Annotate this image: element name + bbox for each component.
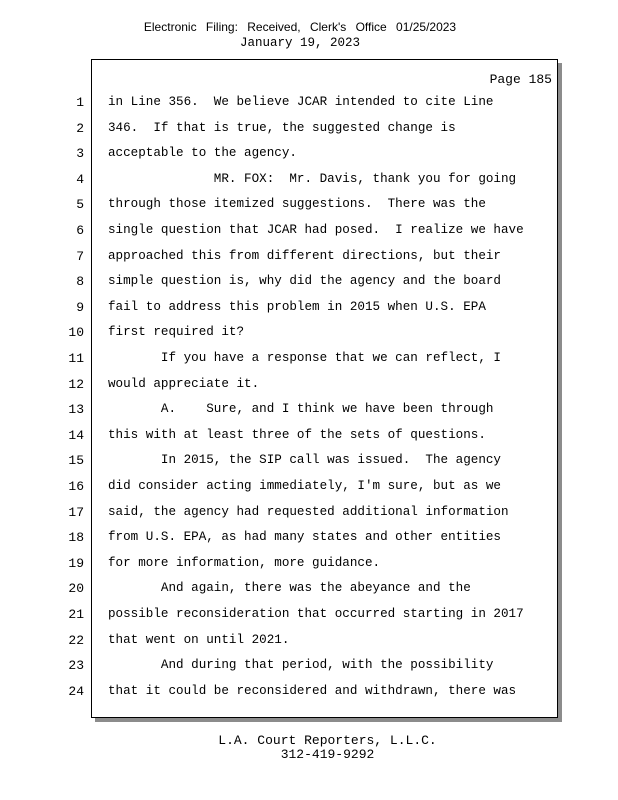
line-number: 14	[68, 427, 84, 443]
line-number: 5	[76, 197, 84, 213]
line-number: 2	[76, 120, 84, 136]
transcript-line: A. Sure, and I think we have been through	[108, 402, 494, 417]
line-number: 7	[76, 248, 84, 264]
transcript-line: through those itemized suggestions. There was the	[108, 197, 486, 212]
line-number: 17	[68, 504, 84, 520]
transcript-line: for more information, more guidance.	[108, 555, 381, 570]
transcript-line: did consider acting immediately, I'm sure, but as we	[108, 479, 501, 493]
transcript-line: fail to address this problem in 2015 when U.S. EPA	[108, 299, 486, 314]
transcript-line: acceptable to the agency.	[108, 146, 297, 161]
transcript-line: that went on until 2021.	[108, 632, 290, 647]
transcript-line: first required it?	[108, 325, 245, 340]
transcript-line: In 2015, the SIP call was issued. The agency	[108, 453, 501, 468]
line-number: 4	[76, 171, 84, 187]
line-number: 13	[68, 402, 84, 418]
line-number: 23	[68, 658, 84, 674]
filing-stamp: Electronic Filing: Received, Clerk's Office 01/25/2023	[143, 20, 457, 34]
transcript-line: from U.S. EPA, as had many states and other entities	[108, 530, 501, 545]
transcript-line: in Line 356. We believe JCAR intended to cite Line	[108, 95, 494, 109]
transcript-line: MR. FOX: Mr. Davis, thank you for going	[108, 171, 517, 186]
transcript-line: And during that period, with the possibility	[108, 658, 494, 673]
line-number: 8	[76, 274, 84, 290]
transcript-line: that it could be reconsidered and withdrawn, there was	[108, 683, 517, 698]
line-number: 15	[68, 453, 84, 469]
page-number: Page 185	[489, 72, 552, 87]
line-number: 1	[76, 95, 84, 110]
line-number: 10	[68, 325, 84, 341]
line-number: 20	[68, 581, 84, 597]
line-number: 22	[68, 632, 84, 648]
line-number: 18	[68, 530, 84, 546]
line-number: 3	[76, 146, 84, 162]
transcript-line: If you have a response that we can reflect, I	[108, 351, 501, 365]
transcript-line: And again, there was the abeyance and the	[108, 581, 471, 596]
court-reporter-phone: 312-419-9292	[280, 747, 375, 762]
line-number: 11	[68, 351, 84, 366]
transcript-line: said, the agency had requested additional information	[108, 504, 509, 519]
line-number: 12	[68, 376, 84, 392]
hearing-date: January 19, 2023	[239, 36, 361, 50]
transcript-line: this with at least three of the sets of questions.	[108, 427, 486, 442]
line-number: 21	[68, 607, 84, 622]
transcript-line: would appreciate it.	[108, 376, 260, 391]
line-number: 24	[68, 683, 84, 699]
line-number: 16	[68, 479, 84, 494]
transcript-line: 346. If that is true, the suggested change is	[108, 120, 456, 135]
line-number: 9	[76, 299, 84, 315]
transcript-line: simple question is, why did the agency and the board	[108, 274, 501, 289]
court-reporter-firm: L.A. Court Reporters, L.L.C.	[218, 733, 437, 748]
line-number: 6	[76, 223, 84, 238]
transcript-line: single question that JCAR had posed. I realize we have	[108, 223, 524, 237]
transcript-line: possible reconsideration that occurred starting in 2017	[108, 607, 524, 621]
transcript-line: approached this from different directions, but their	[108, 248, 501, 263]
line-number: 19	[68, 555, 84, 571]
